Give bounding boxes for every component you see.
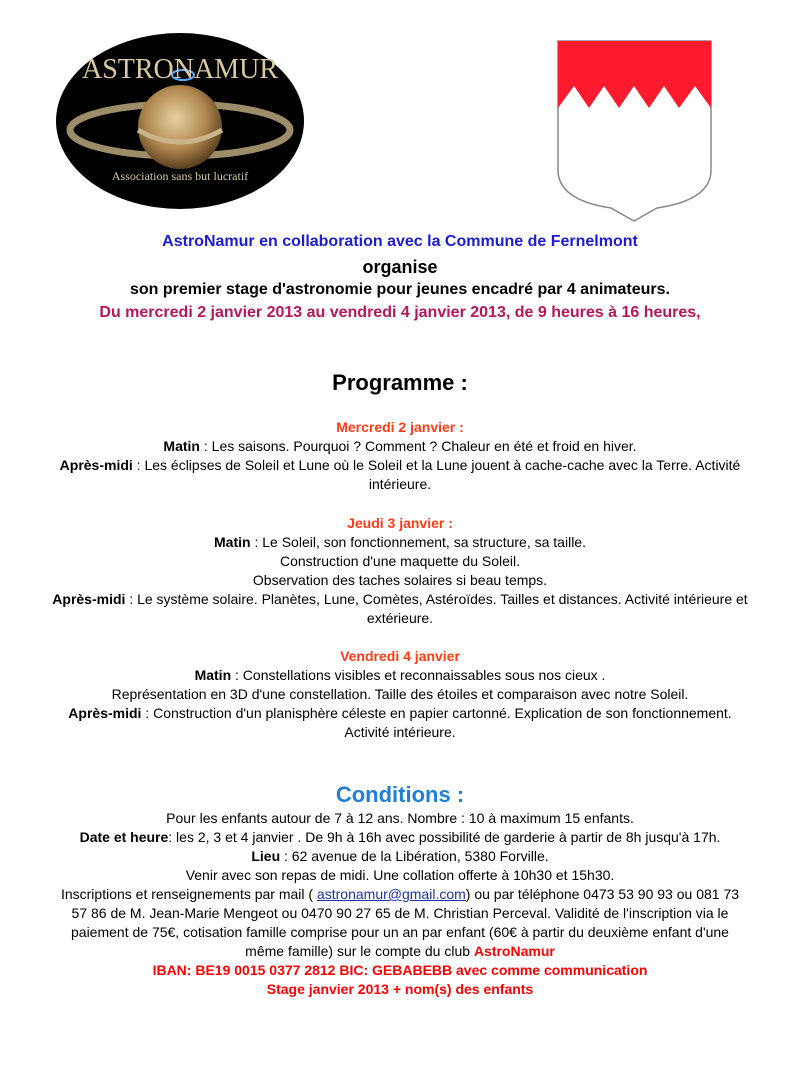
conditions-body [60, 809, 740, 999]
email-link[interactable]: astronamur@gmail.com [316, 886, 466, 902]
matin-line [50, 437, 750, 456]
astronamur-logo [55, 32, 305, 210]
intro-organise: organise [362, 257, 438, 277]
lieu-text: : 62 avenue de la Libération, 5380 Forville. [280, 848, 549, 864]
date-text: : les 2, 3 et 4 janvier . De 9h à 16h avec possibilité de garderie à partir de 8h jusqu'à 17h. [168, 829, 721, 845]
apres-midi-text: : Les éclipses de Soleil et Lune où le Soleil et la Lune jouent à cache-cache avec la Terre. Activité intérieure. [132, 457, 741, 492]
intro-stage: son premier stage d'astronomie pour jeunes encadré par 4 animateurs. [130, 281, 670, 298]
matin-text: : Le Soleil, son fonctionnement, sa structure, sa taille. [250, 534, 586, 550]
iban-line: IBAN: BE19 0015 0377 2812 BIC: GEBABEBB avec comme communication [152, 962, 648, 978]
intro-collaboration: AstroNamur en collaboration avec la Commune de Fernelmont [162, 233, 638, 250]
day-thursday [50, 514, 750, 628]
apres-midi-label: Après-midi [52, 591, 126, 607]
club-name: AstroNamur [473, 943, 555, 959]
day-title: Mercredi 2 janvier : [336, 419, 464, 435]
apres-midi-line [50, 704, 750, 742]
activity-line: Observation des taches solaires si beau temps. [252, 572, 548, 588]
apres-midi-line [50, 456, 750, 494]
day-wednesday [50, 418, 750, 494]
logo-title: ASTRONAMUR [81, 54, 279, 85]
conditions-date [60, 828, 740, 847]
inscription-pre: Inscriptions et renseignements par mail ( [60, 886, 317, 902]
apres-midi-label: Après-midi [59, 457, 133, 473]
matin-label: Matin [194, 667, 232, 683]
lieu-label: Lieu [251, 848, 281, 864]
conditions-lieu [60, 847, 740, 866]
matin-text: : Les saisons. Pourquoi ? Comment ? Chaleur en été et froid en hiver. [199, 438, 637, 454]
programme-title: Programme : [332, 370, 468, 395]
conditions-age: Pour les enfants autour de 7 à 12 ans. Nombre : 10 à maximum 15 enfants. [166, 810, 634, 826]
logo-subtitle: Association sans but lucratif [111, 169, 249, 183]
matin-text: : Constellations visibles et reconnaissables sous nos cieux . [231, 667, 606, 683]
communication-line: Stage janvier 2013 + nom(s) des enfants [266, 981, 534, 997]
conditions-repas: Venir avec son repas de midi. Une collation offerte à 10h30 et 15h30. [185, 867, 615, 883]
day-friday [50, 647, 750, 742]
matin-line [50, 533, 750, 552]
matin-line [50, 666, 750, 685]
day-title: Jeudi 3 janvier : [347, 515, 453, 531]
matin-label: Matin [163, 438, 200, 454]
day-title: Vendredi 4 janvier [340, 648, 460, 664]
activity-line: Représentation en 3D d'une constellation. Taille des étoiles et comparaison avec notre Soleil. [111, 686, 689, 702]
apres-midi-line [50, 590, 750, 628]
intro-dates: Du mercredi 2 janvier 2013 au vendredi 4 janvier 2013, de 9 heures à 16 heures, [99, 304, 701, 321]
apres-midi-text: : Le système solaire. Planètes, Lune, Comètes, Astéroïdes. Tailles et distances. Activité intérieure et extérieure. [125, 591, 748, 626]
activity-line: Construction d'une maquette du Soleil. [279, 553, 521, 569]
conditions-inscription [60, 885, 740, 961]
matin-label: Matin [214, 534, 251, 550]
apres-midi-label: Après-midi [68, 705, 142, 721]
inscription-post: ) ou par téléphone 0473 53 90 93 ou 081 73 57 86 de M. Jean-Marie Mengeot ou 0470 90 27 65 de M. Christian Perceval. Validité de l'inscription via le paiement de 75€, cotisation famille comprise pour un an par enfant (60€ à partir du deuxième enfant d'une même famille) sur le compte du club [71, 886, 740, 959]
apres-midi-text: : Construction d'un planisphère céleste en papier cartonné. Explication de son fonctionnement. Activité intérieure. [141, 705, 732, 740]
date-label: Date et heure [79, 829, 169, 845]
fernelmont-coat-of-arms [557, 40, 712, 222]
conditions-title: Conditions : [335, 782, 465, 807]
